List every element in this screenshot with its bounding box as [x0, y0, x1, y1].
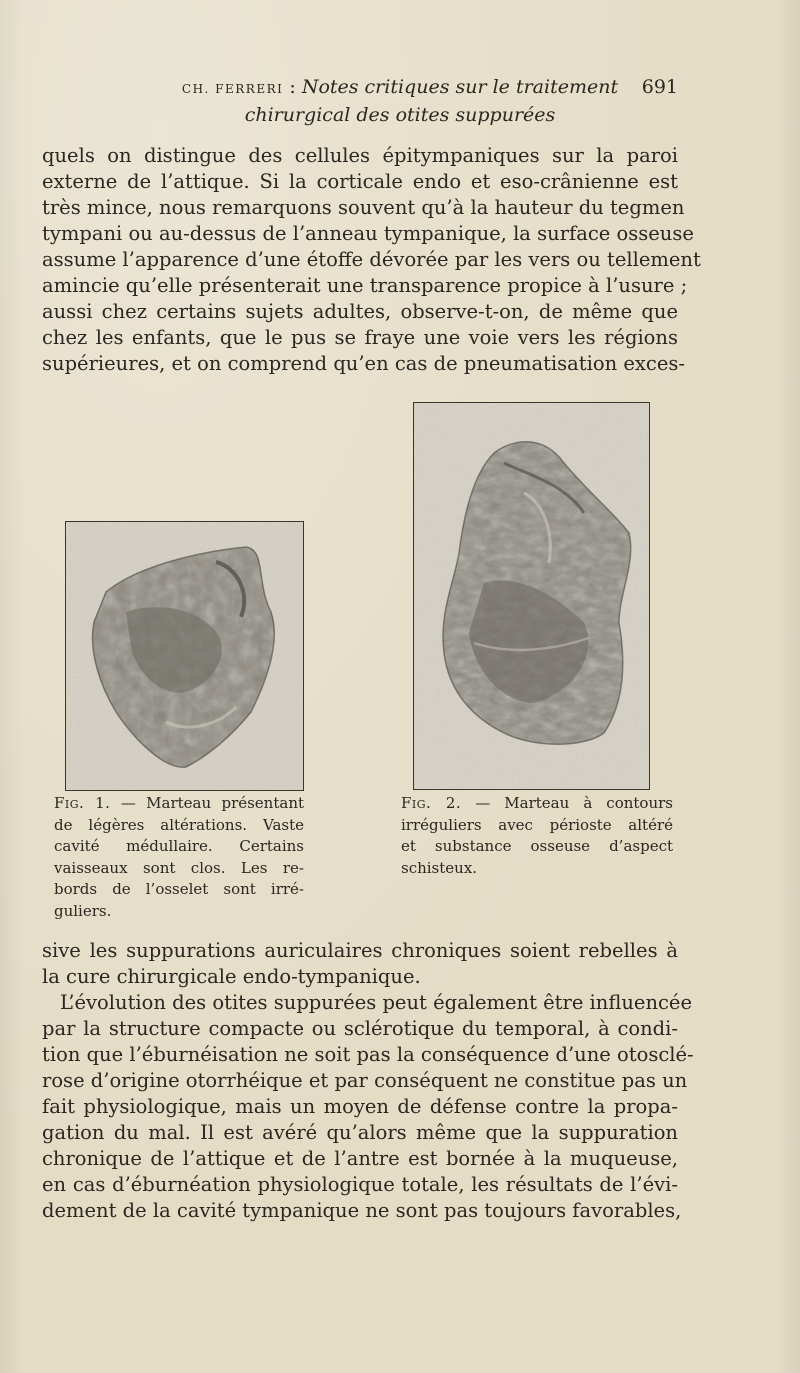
figure-1-caption — [54, 793, 304, 922]
caption-line: guliers. — [54, 901, 112, 920]
header-title-line2: chirurgical des otites suppurées — [244, 104, 556, 126]
text-line: quels on distingue des cellules épitympaniques sur la paroi — [42, 144, 678, 167]
text-line: amincie qu’elle présenterait une transparence propice à l’usure ; — [42, 274, 688, 297]
figure-1-label: Fig. 1. — [54, 794, 111, 812]
caption-line — [401, 793, 673, 815]
caption-line: bords de l’osselet sont irré- — [54, 880, 304, 898]
text-line: rose d’origine otorrhéique et par conséquent ne constitue pas un — [42, 1069, 688, 1092]
figure-1-illustration — [66, 522, 303, 790]
figure-1-image — [65, 521, 304, 791]
figure-2-image — [413, 402, 650, 790]
caption-line: schisteux. — [401, 858, 478, 877]
running-header — [0, 74, 800, 128]
text-line: par la structure compacte ou sclérotique du temporal, à condi- — [42, 1017, 678, 1040]
text-line: chez les enfants, que le pus se fraye une voie vers les régions — [42, 326, 678, 349]
text-line: la cure chirurgicale endo-tympanique. — [42, 965, 421, 988]
caption-text: — Marteau présentant — [120, 794, 305, 812]
header-title-line1: Notes critiques sur le traitement — [301, 76, 619, 98]
caption-line: cavité médullaire. Certains — [54, 837, 304, 855]
header-author: CH. FERRERI — [181, 82, 284, 96]
text-line: L’évolution des otites suppurées peut également être influencée — [60, 991, 693, 1014]
figure-2-caption — [401, 793, 673, 879]
text-line: gation du mal. Il est avéré qu’alors même que la suppuration — [42, 1121, 678, 1144]
text-line: externe de l’attique. Si la corticale endo et eso-crânienne est — [42, 170, 678, 193]
text-line: chronique de l’attique et de l’antre est bornée à la muqueuse, — [42, 1147, 678, 1170]
caption-line: de légères altérations. Vaste — [54, 815, 304, 834]
text-line: tion que l’éburnéisation ne soit pas la conséquence d’une otosclé- — [42, 1043, 694, 1066]
caption-line — [54, 793, 304, 815]
text-line: supérieures, et on comprend qu’en cas de pneumatisation exces- — [42, 352, 685, 375]
caption-line: vaisseaux sont clos. Les re- — [54, 858, 304, 877]
caption-line: et substance osseuse d’aspect — [401, 837, 673, 855]
text-line: très mince, nous remarquons souvent qu’à la hauteur du tegmen — [42, 196, 685, 219]
caption-line: irréguliers avec périoste altéré — [401, 815, 673, 834]
text-line: fait physiologique, mais un moyen de défense contre la propa- — [42, 1095, 678, 1118]
paragraph-3 — [42, 990, 694, 1224]
text-line: assume l’apparence d’une étoffe dévorée par les vers ou tellement — [42, 248, 701, 271]
text-line: tympani ou au-dessus de l’anneau tympanique, la surface osseuse — [42, 222, 694, 245]
text-line: dement de la cavité tympanique ne sont pas toujours favorables, — [42, 1199, 682, 1222]
paragraph-1 — [42, 143, 701, 377]
text-line: sive les suppurations auriculaires chroniques soient rebelles à — [42, 939, 678, 962]
text-line: en cas d’éburnéation physiologique totale, les résultats de l’évi- — [42, 1173, 678, 1196]
text-line: aussi chez certains sujets adultes, observe-t-on, de même que — [42, 300, 678, 323]
figure-2-label: Fig. 2. — [401, 794, 462, 812]
page-number: 691 — [641, 76, 678, 98]
paragraph-2 — [42, 938, 678, 990]
header-title-line1-wrap: CH. FERRERI : Notes critiques sur le traitement — [181, 76, 619, 98]
figure-2-illustration — [414, 403, 649, 789]
caption-text: — Marteau à contours — [475, 794, 673, 812]
